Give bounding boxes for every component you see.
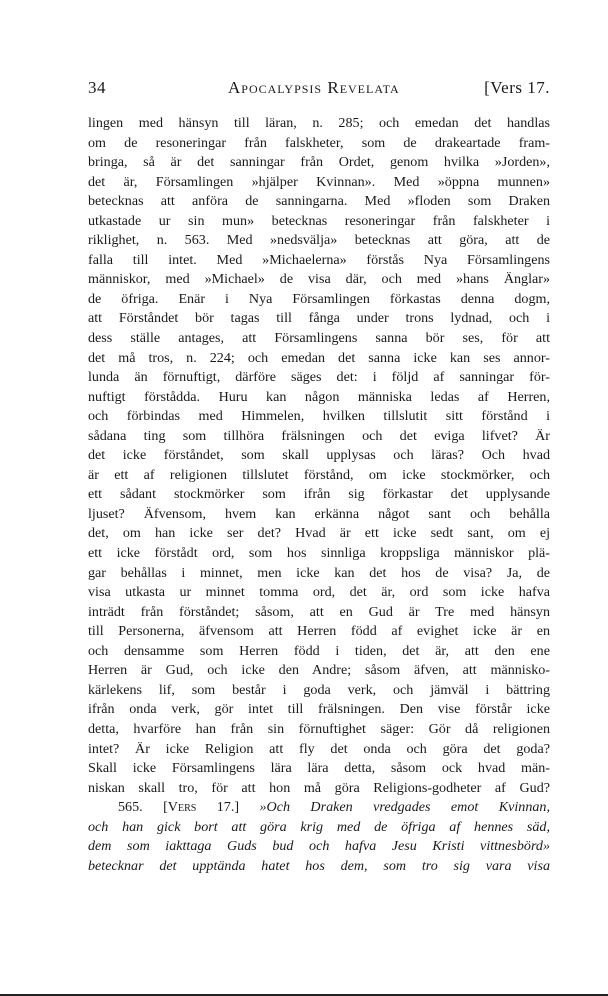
text-line: kärlekens lif, som består i goda verk, och jämväl i bättring [88, 681, 550, 698]
text-line: är ett af religionen tillslutet förstånd, om icke stockmörker, och [88, 466, 550, 483]
text-line: Herren är Gud, och icke den Andre; såsom äfven, att människo- [88, 662, 550, 679]
text-line: och han gick bort att göra krig med de öfriga af hennes säd, [88, 818, 550, 835]
text-line: falla till intet. Med »Michaelerna» förstås Nya Församlingens [88, 251, 550, 268]
text-line: utkastade ur sin mun» betecknas resoneringar från falskheter i [88, 212, 550, 229]
page-number: 34 [88, 78, 106, 97]
text-line: ett sådant stockmörker som ifrån sig förkastar det upplysande [88, 486, 550, 503]
text-line: det, om han icke ser det? Hvad är ett icke sedt sant, om ej [88, 525, 550, 542]
text-line: inträdt från förståndet; såsom, att en Gud är Tre med hänsyn [88, 603, 550, 620]
text-line: intet? Är icke Religion att fly det onda och göra det goda? [88, 740, 550, 757]
text-line-content: betecknar det upptända hatet hos dem, som tro sig vara visa [88, 857, 550, 874]
text-line [88, 857, 550, 877]
running-title: Apocalypsis Revelata [228, 78, 400, 97]
text-line: det må tros, n. 224; och emedan det sanna icke kan ses annor- [88, 349, 550, 366]
text-line: dess ställe antages, att Församlingens sanna bör ses, för att [88, 330, 550, 347]
text-line: lunda än förnuftigt, därföre säges det: i följd af sanningar för- [88, 369, 550, 386]
text-line: om de resoneringar från falskheter, som de drakeartade fram- [88, 134, 550, 151]
text-line: sådana ting som tillhöra frälsningen och det eviga lifvet? Är [88, 427, 550, 444]
paragraph-565 [88, 798, 550, 876]
text-line: gar behållas i minnet, men icke kan det hos de visa? Ja, de [88, 564, 550, 581]
text-line: ljuset? Äfvensom, hvem kan erkänna något sant och behålla [88, 505, 550, 522]
page-body [88, 114, 550, 876]
text-line: det är, Församlingen »hjälper Kvinnan». Med »öppna munnen» [88, 173, 550, 190]
verse-reference: [Vers 17. [484, 78, 550, 97]
text-line: nuftigt förstådda. Huru kan någon människa ledas af Herren, [88, 388, 550, 405]
text-line: detta, hvarföre han från sin förnuftighet säger: Gör då religionen [88, 720, 550, 737]
quoted-verse: »Och Draken vredgades emot Kvinnan, [259, 799, 550, 816]
text-line: de öfriga. Enär i Nya Församlingen förkastas denna dogm, [88, 290, 550, 307]
text-line: Skall icke Församlingens lära lära detta, såsom ock hvad män- [88, 760, 550, 777]
text-line: att Förståndet bör tagas till fånga under trons lydnad, och i [88, 310, 550, 327]
text-line [88, 798, 550, 818]
verse-tag: [Vers 17.] [163, 799, 240, 816]
text-line: riklighet, n. 563. Med »nedsvälja» betecknas att göra, att de [88, 232, 550, 249]
text-line: till Personerna, äfvensom att Herren född af evighet icke är en [88, 623, 550, 640]
paragraph-number: 565. [118, 799, 143, 816]
text-line: människor, med »Michael» de visa där, och med »hans Änglar» [88, 271, 550, 288]
paragraph-continued [88, 114, 550, 798]
text-line: visa utkasta ur minnet tomma ord, det är, ord som icke hafva [88, 584, 550, 601]
text-line: och densamme som Herren född i tiden, det är, att den ene [88, 642, 550, 659]
running-header [88, 78, 550, 102]
text-line: dem som iakttaga Guds bud och hafva Jesu Kristi vittnesbörd» [88, 838, 550, 855]
text-line: lingen med hänsyn till läran, n. 285; och emedan det handlas [88, 115, 550, 131]
text-line: betecknas att anföra de sanningarna. Med »floden som Draken [88, 193, 550, 210]
text-line: ifrån onda verk, gör intet till frälsningen. Den vise förstår icke [88, 701, 550, 718]
text-line: ett icke förstådt ord, som hos sinnliga kroppsliga människor plä- [88, 545, 550, 562]
text-line: niskan skall tro, för att hon må göra Religions-godheter af Gud? [88, 779, 550, 796]
text-line: bringa, så är det sanningar från Ordet, genom hvilka »Jorden», [88, 154, 550, 171]
text-line: och förbindas med Himmelen, hvilken tillslutit sitt förstånd i [88, 408, 550, 425]
text-line: det icke förståndet, som skall upplysas och läras? Och hvad [88, 447, 550, 464]
